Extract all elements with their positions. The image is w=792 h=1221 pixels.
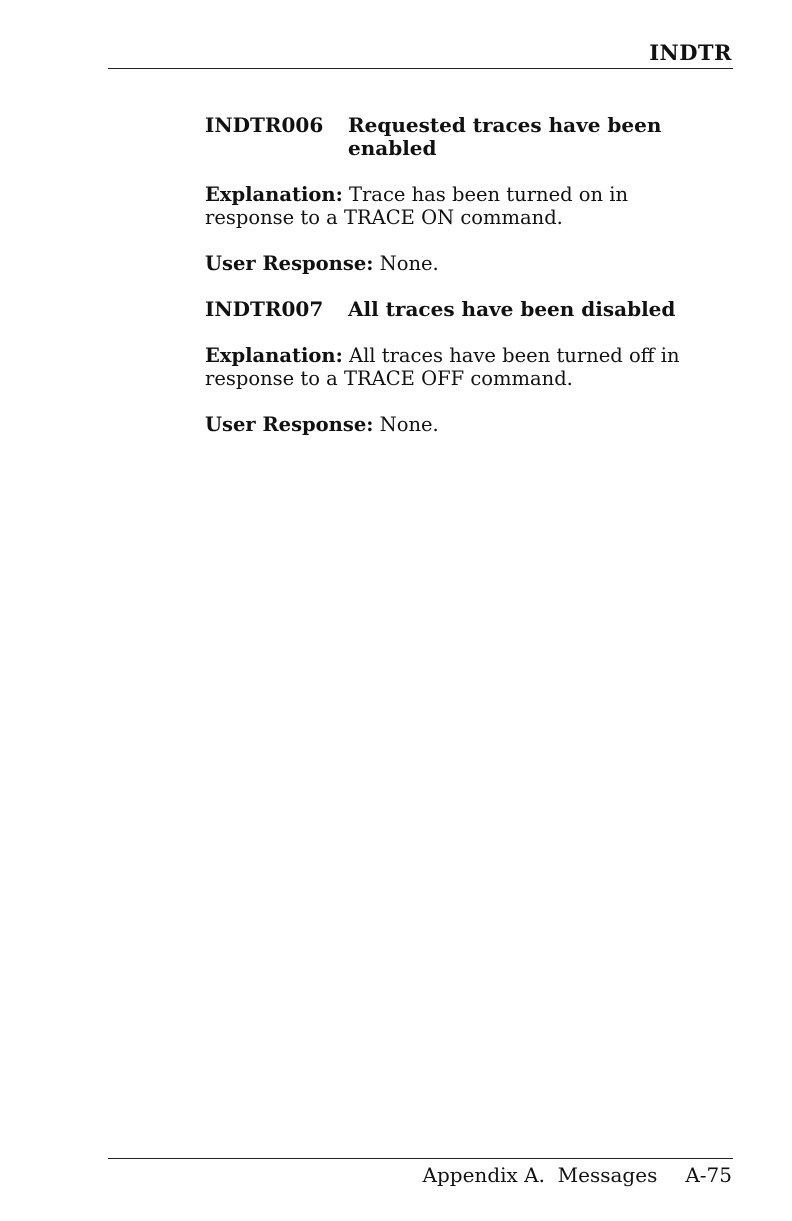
explanation-text: response to a TRACE ON command.: [205, 206, 563, 229]
message-id: INDTR006: [205, 113, 324, 137]
user-response-paragraph: [205, 252, 735, 275]
message-heading: [205, 298, 735, 321]
message-heading: [205, 114, 735, 160]
user-response-label: User Response:: [205, 252, 374, 275]
message-list: [205, 114, 735, 436]
user-response-text: None.: [379, 413, 439, 436]
message-title: [348, 114, 735, 160]
explanation-paragraph: [205, 183, 735, 229]
bottom-rule: [108, 1158, 733, 1159]
message-title-line: All traces have been disabled: [348, 297, 676, 321]
message-entry: [205, 298, 735, 436]
top-rule: [108, 68, 733, 69]
user-response-label: User Response:: [205, 413, 374, 436]
user-response-text: None.: [379, 252, 439, 275]
explanation-text: Trace has been turned on in: [348, 183, 629, 206]
explanation-text: All traces have been turned off in: [348, 344, 680, 367]
footer-section: Appendix A. Messages: [422, 1163, 658, 1187]
explanation-label: Explanation:: [205, 344, 343, 367]
page-footer: [423, 1163, 732, 1187]
explanation-text: response to a TRACE OFF command.: [205, 367, 573, 390]
message-title-line: Requested traces have been: [348, 113, 662, 137]
message-id: INDTR007: [205, 297, 324, 321]
running-head: INDTR: [649, 40, 732, 65]
explanation-label: Explanation:: [205, 183, 343, 206]
user-response-paragraph: [205, 413, 735, 436]
page-number: A-75: [685, 1163, 732, 1187]
message-entry: [205, 114, 735, 275]
message-title: [348, 298, 735, 321]
message-title-line: enabled: [348, 136, 437, 160]
explanation-paragraph: [205, 344, 735, 390]
